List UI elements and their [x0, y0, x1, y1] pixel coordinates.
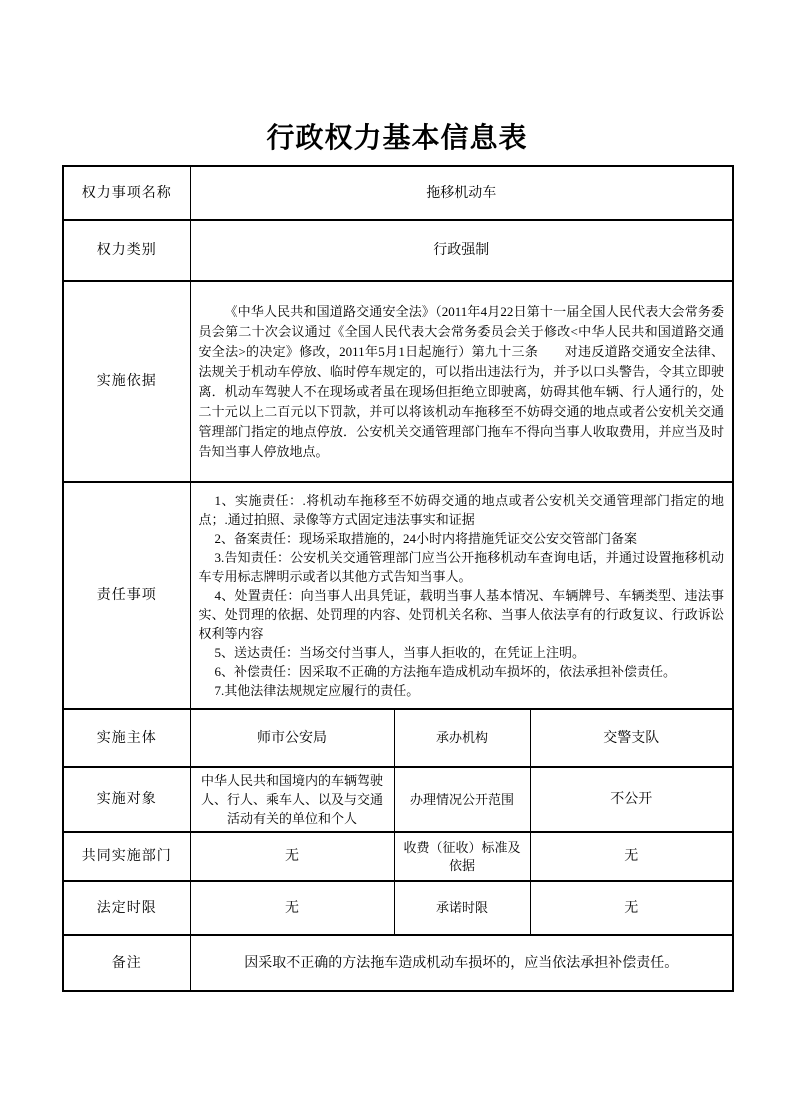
value-joint-implementation-dept: 无: [190, 832, 394, 881]
cell-implementation-basis: [190, 281, 733, 482]
value-undertaking-agency: 交警支队: [530, 709, 733, 767]
row-implementation-target: [63, 767, 733, 832]
label-fee-standard: 收费（征收）标准及依据: [394, 832, 530, 881]
label-power-category: 权力类别: [63, 220, 190, 281]
row-remarks: [63, 935, 733, 991]
label-power-item-name: 权力事项名称: [63, 166, 190, 220]
value-fee-standard: 无: [530, 832, 733, 881]
value-power-category: 行政强制: [190, 220, 733, 281]
value-disclosure-scope: 不公开: [530, 767, 733, 832]
duty-item-2: 2、备案责任：现场采取措施的，24小时内将措施凭证交公安交管部门备案: [214, 531, 638, 546]
duty-item-7: 7.其他法律法规规定应履行的责任。: [214, 683, 420, 698]
label-disclosure-scope: 办理情况公开范围: [394, 767, 530, 832]
row-statutory-time-limit: [63, 881, 733, 935]
duty-item-1: 1、实施责任：.将机动车拖移至不妨碍交通的地点或者公安机关交通管理部门指定的地点；.通过拍照、录像等方式固定违法事实和证据: [198, 493, 725, 527]
value-remarks: 因采取不正确的方法拖车造成机动车损坏的，应当依法承担补偿责任。: [190, 935, 733, 991]
row-power-category: [63, 220, 733, 281]
label-statutory-time-limit: 法定时限: [63, 881, 190, 935]
label-implementing-body: 实施主体: [63, 709, 190, 767]
value-power-item-name: 拖移机动车: [190, 166, 733, 220]
duty-item-5: 5、送达责任：当场交付当事人，当事人拒收的，在凭证上注明。: [214, 645, 586, 660]
row-implementation-basis: [63, 281, 733, 482]
duty-item-6: 6、补偿责任：因采取不正确的方法拖车造成机动车损坏的，依法承担补偿责任。: [214, 664, 677, 679]
value-statutory-time-limit: 无: [190, 881, 394, 935]
row-power-item-name: [63, 166, 733, 220]
cell-responsibility-items: [190, 482, 733, 709]
label-implementation-basis: 实施依据: [63, 281, 190, 482]
document-title: 行政权力基本信息表: [266, 122, 528, 153]
value-implementation-target: 中华人民共和国境内的车辆驾驶人、行人、乘车人、以及与交通活动有关的单位和个人: [190, 767, 394, 832]
row-implementing-body: [63, 709, 733, 767]
label-promised-time-limit: 承诺时限: [394, 881, 530, 935]
row-responsibility-items: [63, 482, 733, 709]
info-table: [62, 165, 734, 992]
label-remarks: 备注: [63, 935, 190, 991]
implementation-basis-text: 《中华人民共和国道路交通安全法》（2011年4月22日第十一届全国人民代表大会常务委员会第二十次会议通过《全国人民代表大会常务委员会关于修改<中华人民共和国道路交通安全法>的决定》修改，2011年5月1日起施行）第九十三条 对违反道路交通安全法律、法规关于机动车停放、临时停车规定的，可以指出违法行为，并予以口头警告，令其立即驶离．机动车驾驶人不在现场或者虽在现场但拒绝立即驶离，妨碍其他车辆、行人通行的，处二十元以上二百元以下罚款，并可以将该机动车拖移至不妨碍交通的地点或者公安机关交通管理部门指定的地点停放．公安机关交通管理部门拖车不得向当事人收取费用，并应当及时告知当事人停放地点。: [198, 303, 725, 459]
duty-item-3: 3.告知责任：公安机关交通管理部门应当公开拖移机动车查询电话，并通过设置拖移机动车专用标志牌明示或者以其他方式告知当事人。: [198, 550, 725, 584]
label-implementation-target: 实施对象: [63, 767, 190, 832]
label-undertaking-agency: 承办机构: [394, 709, 530, 767]
label-responsibility-items: 责任事项: [63, 482, 190, 709]
label-joint-implementation-dept: 共同实施部门: [63, 832, 190, 881]
duty-item-4: 4、处置责任：向当事人出具凭证，载明当事人基本情况、车辆牌号、车辆类型、违法事实、处罚理的依据、处罚理的内容、处罚机关名称、当事人依法享有的行政复议、行政诉讼权利等内容: [198, 588, 725, 641]
value-implementing-body: 师市公安局: [190, 709, 394, 767]
value-promised-time-limit: 无: [530, 881, 733, 935]
row-joint-implementation-dept: [63, 832, 733, 881]
